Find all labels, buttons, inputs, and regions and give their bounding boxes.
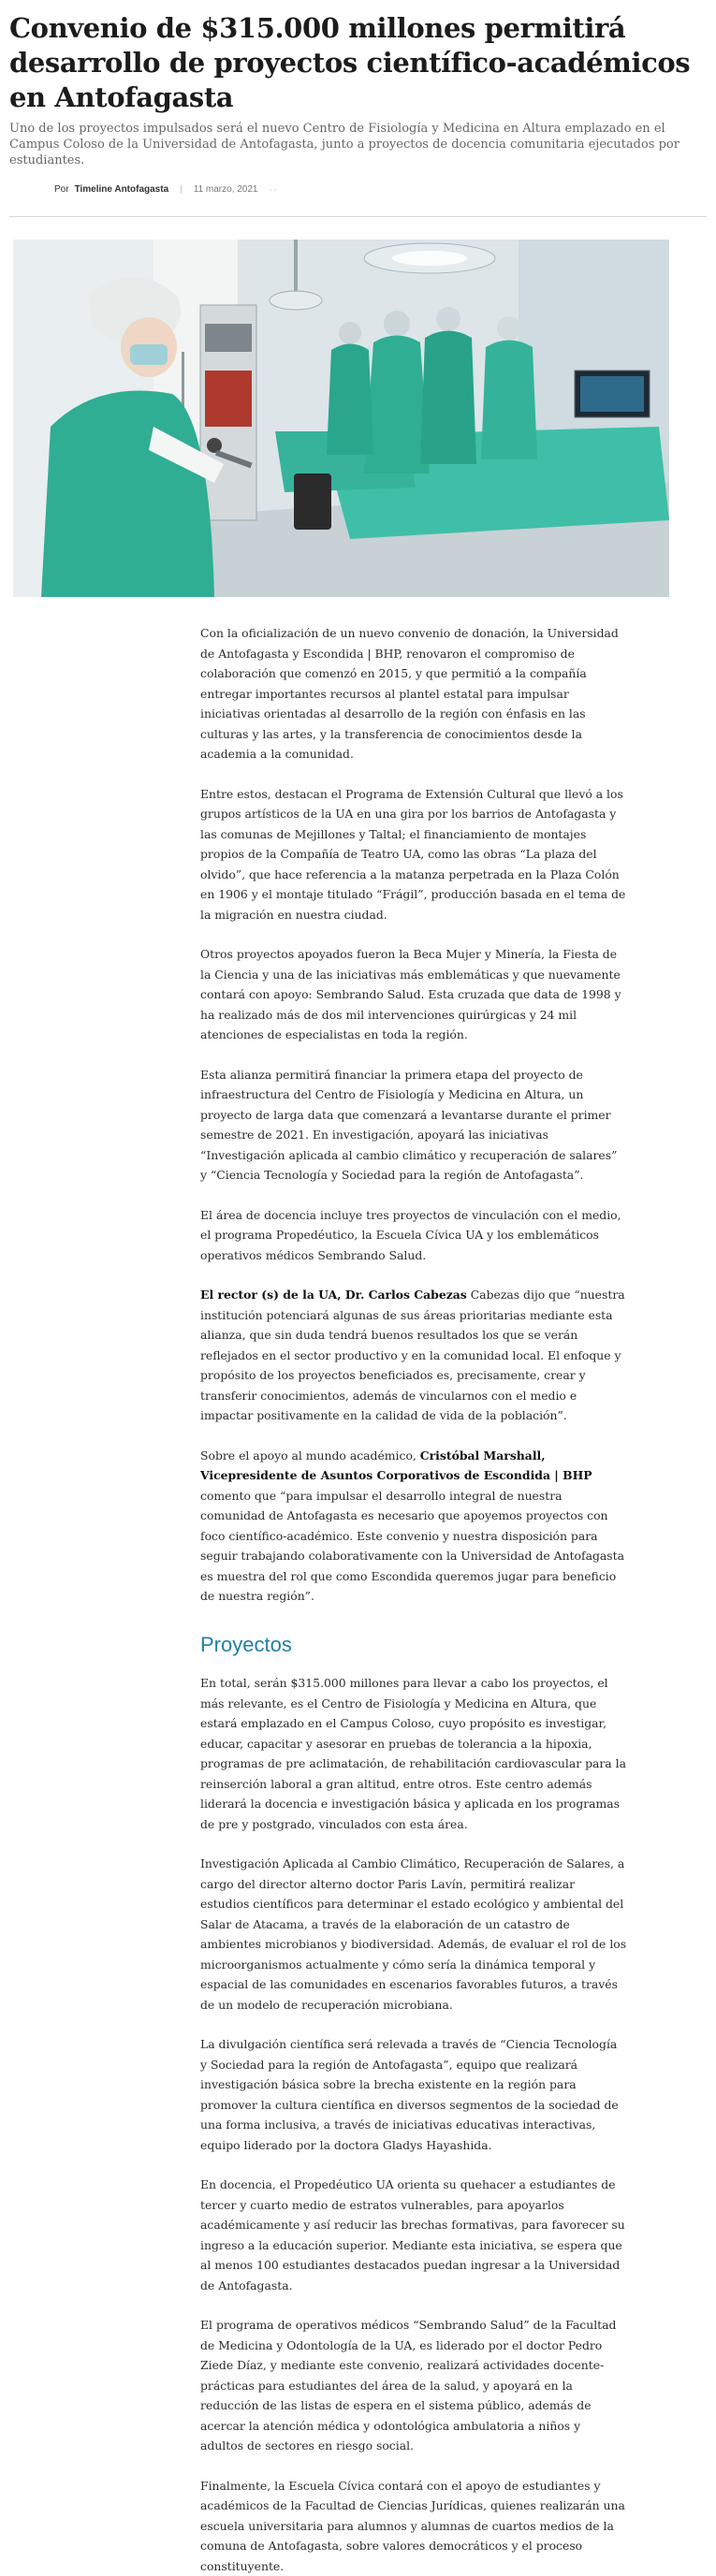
header-divider [9,216,707,217]
meta-icons [264,185,279,195]
byline-prefix: Por [54,184,69,195]
paragraph: Otros proyectos apoyados fueron la Beca Mujer y Minería, la Fiesta de la Ciencia y una de las iniciativas más emblemáticas y que nuevamente contará con apoyo: Sembrando Salud. Esta cruzada que data de 1998 y ha realizado más de dos mil intervenciones quirúrgicas y 24 mil atenciones de especialistas en toda la región. [200,944,627,1045]
paragraph: Entre estos, destacan el Programa de Extensión Cultural que llevó a los grupos artísticos de la UA en una gira por los barrios de Antofagasta y las comunas de Mejillones y Taltal; el financiamiento de montajes propios de la Compañía de Teatro UA, como las obras “La plaza del olvido”, que hace referencia a la matanza perpetrada en la Plaza Colón en 1906 y el montaje titulado “Frágil”, producción basada en el tema de la migración en nuestra ciudad. [200,784,627,925]
paragraph: En docencia, el Propedéutico UA orienta su quehacer a estudiantes de tercer y cuarto medio de estratos vulnerables, para apoyarlos académicamente y así reducir las brechas formativas, para favorecer su ingreso a la educación superior. Mediante esta iniciativa, se espera que al menos 100 estudiantes destacados puedan ingresar a la Universidad de Antofagasta. [200,2175,627,2295]
section-title-proyectos: Proyectos [200,1635,627,1655]
article-headline: Convenio de $315.000 millones permitirá desarrollo de proyectos científico-académicos en Antofagasta [0,0,716,115]
paragraph: En total, serán $315.000 millones para llevar a cabo los proyectos, el más relevante, es el Centro de Fisiología y Medicina en Altura, que estará emplazado en el Campus Coloso, cuyo propósito es investigar, educar, capacitar y asesorar en pruebas de tolerancia a la hipoxia, programas de pre aclimatación, de rehabilitación cardiovascular para la reinserción laboral a gran altitud, entre otros. Este centro además liderará la docencia e investigación básica y aplicada en los programas de pre y postgrado, vinculados con esta área. [200,1673,627,1834]
article-subhead: Uno de los proyectos impulsados será el nuevo Centro de Fisiología y Medicina en Altura emplazado en el Campus Coloso de la Universidad de Antofagasta, junto a proyectos de docencia comunitaria ejecutados por estudiantes. [0,121,716,168]
paragraph: El área de docencia incluye tres proyectos de vinculación con el medio, el programa Propedéutico, la Escuela Cívica UA y los emblemáticos operativos médicos Sembrando Salud. [200,1205,627,1266]
paragraph: El programa de operativos médicos “Sembrando Salud” de la Facultad de Medicina y Odontología de la UA, es liderado por el doctor Pedro Ziede Díaz, y mediante este convenio, realizará actividades docente-prácticas para estudiantes del área de la salud, y apoyará en la reducción de las listas de espera en el sistema público, además de acercar la atención médica y odontológica ambulatoria a niños y adultos de sectores en riesgo social. [200,2315,627,2456]
comments-icon[interactable]: ◦ [274,185,279,195]
operating-room-image [13,240,669,597]
author-link[interactable]: Timeline Antofagasta [75,184,169,195]
article-body [200,623,627,2576]
marshall-intro: Sobre el apoyo al mundo académico, [200,1448,420,1463]
publish-date: 11 marzo, 2021 [194,184,258,195]
article-photo [13,240,669,597]
meta-separator: | [174,184,188,195]
paragraph: Con la oficialización de un nuevo convenio de donación, la Universidad de Antofagasta y Escondida | BHP, renovaron el compromiso de colaboración que comenzó en 2015, y que permitió a la compañía entregar importantes recursos al plantel estatal para impulsar iniciativas orientadas al desarrollo de la región con énfasis en las culturas y las artes, y la transferencia de conocimientos desde la academia a la comunidad. [200,623,627,764]
marshall-quote: comento que “para impulsar el desarrollo integral de nuestra comunidad de Antofagasta es necesario que apoyemos proyectos con foco científico-académico. Este convenio y nuestra disposición para seguir trabajando colaborativamente con la Universidad de Antofagasta es muestra del rol que como Escondida queremos jugar para beneficio de nuestra región”. [200,1489,624,1604]
marshall-quote-paragraph [200,1446,627,1607]
paragraph: Investigación Aplicada al Cambio Climático, Recuperación de Salares, a cargo del director alterno doctor Paris Lavín, permitirá realizar estudios científicos para determinar el estado ecológico y ambiental del Salar de Atacama, a través de la elaboración de un catastro de ambientes microbianos y biodiversidad. Además, de evaluar el rol de los microorganismos actualmente y cómo sería la dinámica temporal y espacial de las comunidades en escenarios favorables futuros, a través de un modelo de recuperación microbiana. [200,1854,627,2015]
paragraph: Finalmente, la Escuela Cívica contará con el apoyo de estudiantes y académicos de la Facultad de Ciencias Jurídicas, quienes realizarán una escuela universitaria para alumnos y alumnas de cuartos medios de la comuna de Antofagasta, sobre valores democráticos y el proceso constituyente. [200,2476,627,2576]
marshall-name: Cristóbal Marshall, Vicepresidente de Asuntos Corporativos de Escondida | BHP [200,1448,592,1483]
paragraph: La divulgación científica será relevada a través de “Ciencia Tecnología y Sociedad para la región de Antofagasta”, equipo que realizará investigación básica sobre la brecha existente en la región para promover la cultura científica en diversos segmentos de la sociedad de una forma inclusiva, a través de iniciativas educativas interactivas, equipo liderado por la doctora Gladys Hayashida. [200,2034,627,2155]
rector-name: El rector (s) de la UA, Dr. Carlos Cabezas [200,1288,467,1302]
paragraph: Esta alianza permitirá financiar la primera etapa del proyecto de infraestructura del Centro de Fisiología y Medicina en Altura, un proyecto de larga data que comenzará a levantarse durante el primer semestre de 2021. En investigación, apoyará las iniciativas “Investigación aplicada al cambio climático y recuperación de salares” y “Ciencia Tecnología y Sociedad para la región de Antofagasta”. [200,1065,627,1186]
article-meta [0,184,716,195]
share-icon[interactable]: ◦ [270,185,274,195]
rector-quote: Cabezas dijo que “nuestra institución potenciará algunas de sus áreas prioritarias mediante esta alianza, que sin duda tendrá buenos resultados los que se verán reflejados en el sector productivo y en la comunidad local. El enfoque y propósito de los proyectos beneficiados es, precisamente, crear y transferir conocimientos, además de vincularnos con el medio e impactar positivamente en la calidad de vida de la población”. [200,1288,625,1422]
rector-quote-paragraph [200,1285,627,1426]
